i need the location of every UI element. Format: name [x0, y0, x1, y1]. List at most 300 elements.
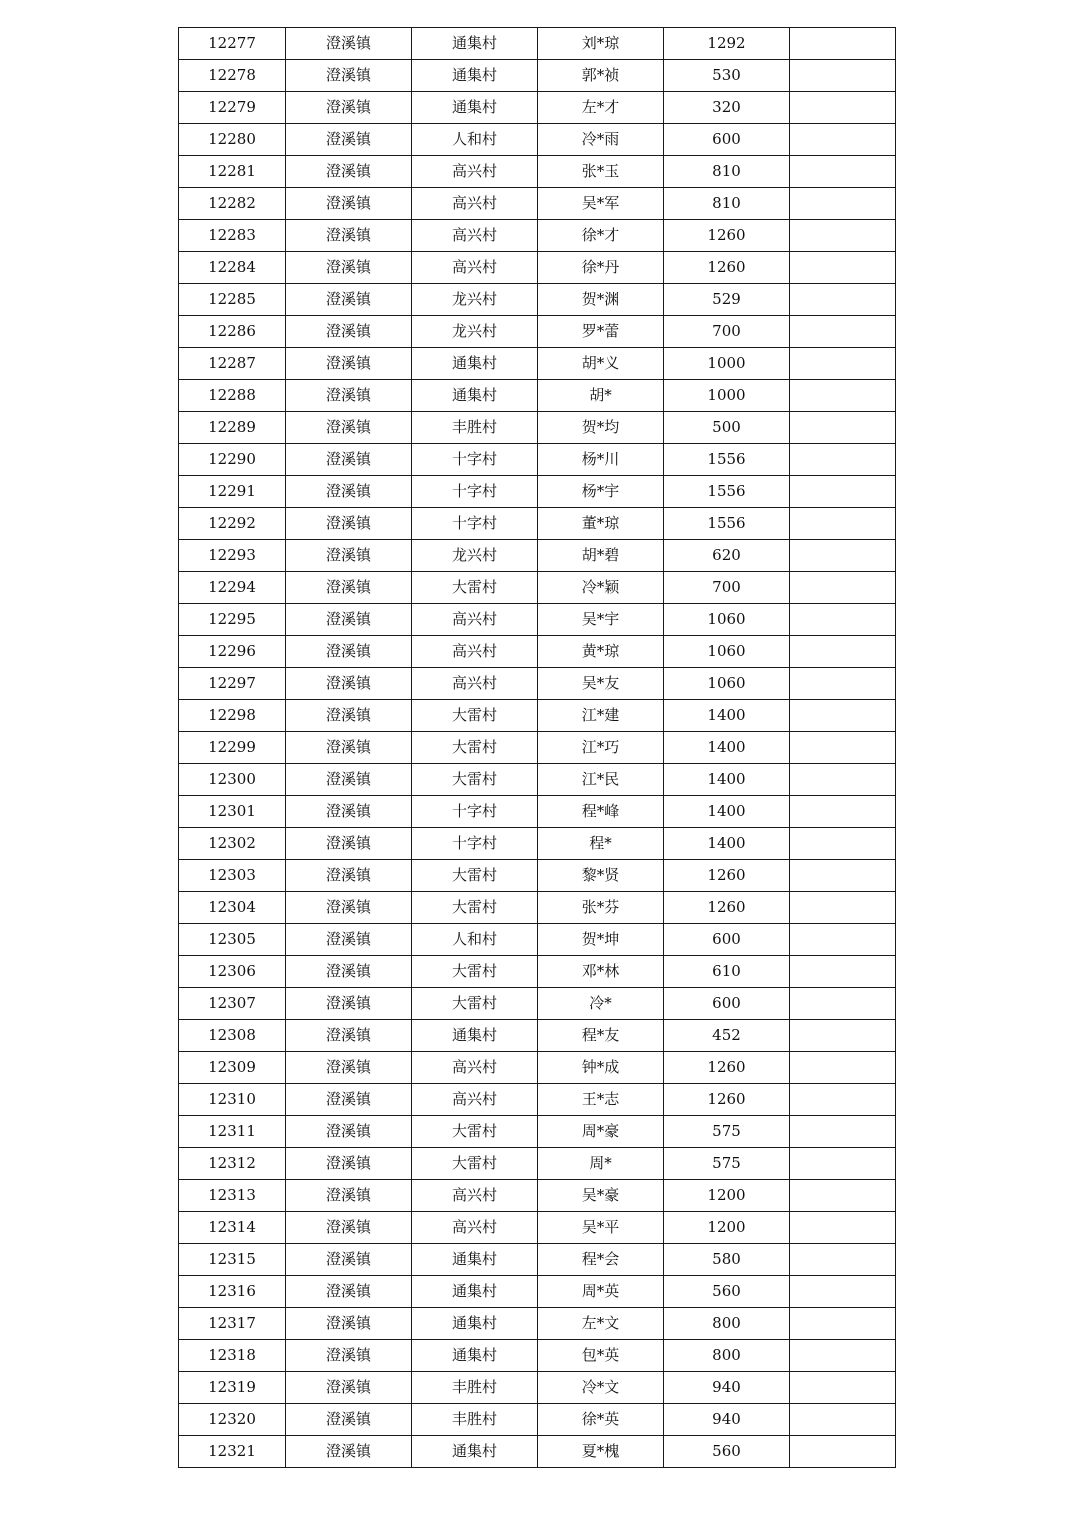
amount-cell: 800 [664, 1340, 790, 1372]
serial-number-cell: 12284 [179, 252, 286, 284]
name-cell: 吴*豪 [538, 1180, 664, 1212]
name-cell: 张*芬 [538, 892, 664, 924]
serial-number-cell: 12303 [179, 860, 286, 892]
name-cell: 吴*宇 [538, 604, 664, 636]
amount-cell: 320 [664, 92, 790, 124]
table-row [179, 828, 896, 860]
note-cell [790, 252, 896, 284]
town-cell: 澄溪镇 [286, 188, 412, 220]
name-cell: 江*巧 [538, 732, 664, 764]
note-cell [790, 412, 896, 444]
serial-number-cell: 12314 [179, 1212, 286, 1244]
name-cell: 邓*林 [538, 956, 664, 988]
amount-cell: 940 [664, 1404, 790, 1436]
note-cell [790, 668, 896, 700]
village-cell: 大雷村 [412, 700, 538, 732]
note-cell [790, 60, 896, 92]
town-cell: 澄溪镇 [286, 1052, 412, 1084]
table-row [179, 1372, 896, 1404]
note-cell [790, 444, 896, 476]
village-cell: 大雷村 [412, 764, 538, 796]
amount-cell: 1260 [664, 1084, 790, 1116]
amount-cell: 1260 [664, 252, 790, 284]
village-cell: 高兴村 [412, 188, 538, 220]
note-cell [790, 1244, 896, 1276]
village-cell: 龙兴村 [412, 316, 538, 348]
name-cell: 董*琼 [538, 508, 664, 540]
village-cell: 通集村 [412, 348, 538, 380]
town-cell: 澄溪镇 [286, 796, 412, 828]
amount-cell: 1400 [664, 764, 790, 796]
table-row [179, 156, 896, 188]
amount-cell: 1260 [664, 220, 790, 252]
serial-number-cell: 12302 [179, 828, 286, 860]
name-cell: 左*才 [538, 92, 664, 124]
note-cell [790, 1052, 896, 1084]
name-cell: 周*豪 [538, 1116, 664, 1148]
amount-cell: 600 [664, 988, 790, 1020]
name-cell: 罗*蕾 [538, 316, 664, 348]
note-cell [790, 188, 896, 220]
table-row [179, 1340, 896, 1372]
amount-cell: 452 [664, 1020, 790, 1052]
name-cell: 夏*槐 [538, 1436, 664, 1468]
document-page [178, 27, 895, 1468]
name-cell: 胡*碧 [538, 540, 664, 572]
name-cell: 江*建 [538, 700, 664, 732]
note-cell [790, 540, 896, 572]
table-row [179, 124, 896, 156]
table-row [179, 892, 896, 924]
name-cell: 吴*友 [538, 668, 664, 700]
name-cell: 郭*祯 [538, 60, 664, 92]
name-cell: 程*友 [538, 1020, 664, 1052]
village-cell: 高兴村 [412, 1180, 538, 1212]
serial-number-cell: 12277 [179, 28, 286, 60]
amount-cell: 560 [664, 1436, 790, 1468]
note-cell [790, 1180, 896, 1212]
serial-number-cell: 12294 [179, 572, 286, 604]
note-cell [790, 700, 896, 732]
amount-cell: 1400 [664, 796, 790, 828]
town-cell: 澄溪镇 [286, 1212, 412, 1244]
serial-number-cell: 12321 [179, 1436, 286, 1468]
village-cell: 十字村 [412, 828, 538, 860]
amount-cell: 810 [664, 156, 790, 188]
name-cell: 胡*义 [538, 348, 664, 380]
town-cell: 澄溪镇 [286, 476, 412, 508]
town-cell: 澄溪镇 [286, 1180, 412, 1212]
note-cell [790, 828, 896, 860]
serial-number-cell: 12299 [179, 732, 286, 764]
name-cell: 徐*丹 [538, 252, 664, 284]
amount-cell: 1292 [664, 28, 790, 60]
name-cell: 黎*贤 [538, 860, 664, 892]
village-cell: 通集村 [412, 1244, 538, 1276]
serial-number-cell: 12288 [179, 380, 286, 412]
name-cell: 包*英 [538, 1340, 664, 1372]
name-cell: 杨*川 [538, 444, 664, 476]
town-cell: 澄溪镇 [286, 764, 412, 796]
serial-number-cell: 12307 [179, 988, 286, 1020]
note-cell [790, 764, 896, 796]
town-cell: 澄溪镇 [286, 284, 412, 316]
town-cell: 澄溪镇 [286, 1020, 412, 1052]
serial-number-cell: 12281 [179, 156, 286, 188]
note-cell [790, 572, 896, 604]
note-cell [790, 924, 896, 956]
town-cell: 澄溪镇 [286, 380, 412, 412]
note-cell [790, 636, 896, 668]
table-row [179, 1212, 896, 1244]
amount-cell: 620 [664, 540, 790, 572]
note-cell [790, 1372, 896, 1404]
town-cell: 澄溪镇 [286, 60, 412, 92]
village-cell: 龙兴村 [412, 284, 538, 316]
serial-number-cell: 12308 [179, 1020, 286, 1052]
serial-number-cell: 12315 [179, 1244, 286, 1276]
village-cell: 高兴村 [412, 604, 538, 636]
name-cell: 吴*平 [538, 1212, 664, 1244]
note-cell [790, 220, 896, 252]
name-cell: 王*志 [538, 1084, 664, 1116]
table-row [179, 380, 896, 412]
amount-cell: 560 [664, 1276, 790, 1308]
town-cell: 澄溪镇 [286, 1340, 412, 1372]
amount-cell: 1400 [664, 828, 790, 860]
note-cell [790, 956, 896, 988]
village-cell: 高兴村 [412, 220, 538, 252]
note-cell [790, 28, 896, 60]
town-cell: 澄溪镇 [286, 1116, 412, 1148]
amount-cell: 600 [664, 924, 790, 956]
village-cell: 十字村 [412, 476, 538, 508]
town-cell: 澄溪镇 [286, 156, 412, 188]
amount-cell: 500 [664, 412, 790, 444]
town-cell: 澄溪镇 [286, 316, 412, 348]
name-cell: 贺*均 [538, 412, 664, 444]
amount-cell: 800 [664, 1308, 790, 1340]
town-cell: 澄溪镇 [286, 1308, 412, 1340]
village-cell: 大雷村 [412, 1148, 538, 1180]
village-cell: 通集村 [412, 60, 538, 92]
table-row [179, 1308, 896, 1340]
amount-cell: 700 [664, 572, 790, 604]
note-cell [790, 796, 896, 828]
amount-cell: 1260 [664, 1052, 790, 1084]
table-row [179, 348, 896, 380]
amount-cell: 810 [664, 188, 790, 220]
amount-cell: 1260 [664, 892, 790, 924]
table-row [179, 412, 896, 444]
name-cell: 刘*琼 [538, 28, 664, 60]
village-cell: 高兴村 [412, 636, 538, 668]
village-cell: 大雷村 [412, 572, 538, 604]
village-cell: 大雷村 [412, 732, 538, 764]
table-row [179, 1116, 896, 1148]
table-row [179, 1276, 896, 1308]
serial-number-cell: 12312 [179, 1148, 286, 1180]
note-cell [790, 316, 896, 348]
note-cell [790, 988, 896, 1020]
town-cell: 澄溪镇 [286, 924, 412, 956]
amount-cell: 1556 [664, 476, 790, 508]
village-cell: 大雷村 [412, 860, 538, 892]
name-cell: 程*会 [538, 1244, 664, 1276]
table-row [179, 796, 896, 828]
note-cell [790, 124, 896, 156]
serial-number-cell: 12296 [179, 636, 286, 668]
village-cell: 高兴村 [412, 668, 538, 700]
records-table-body [179, 28, 896, 1468]
table-row [179, 956, 896, 988]
village-cell: 高兴村 [412, 1052, 538, 1084]
name-cell: 徐*才 [538, 220, 664, 252]
town-cell: 澄溪镇 [286, 1436, 412, 1468]
village-cell: 通集村 [412, 1276, 538, 1308]
village-cell: 大雷村 [412, 956, 538, 988]
serial-number-cell: 12292 [179, 508, 286, 540]
town-cell: 澄溪镇 [286, 412, 412, 444]
name-cell: 冷*颖 [538, 572, 664, 604]
serial-number-cell: 12316 [179, 1276, 286, 1308]
name-cell: 贺*坤 [538, 924, 664, 956]
serial-number-cell: 12309 [179, 1052, 286, 1084]
table-row [179, 1436, 896, 1468]
name-cell: 徐*英 [538, 1404, 664, 1436]
amount-cell: 1200 [664, 1212, 790, 1244]
note-cell [790, 1404, 896, 1436]
table-row [179, 700, 896, 732]
note-cell [790, 1308, 896, 1340]
note-cell [790, 1020, 896, 1052]
village-cell: 通集村 [412, 1308, 538, 1340]
town-cell: 澄溪镇 [286, 860, 412, 892]
village-cell: 人和村 [412, 124, 538, 156]
amount-cell: 1400 [664, 700, 790, 732]
town-cell: 澄溪镇 [286, 28, 412, 60]
town-cell: 澄溪镇 [286, 1244, 412, 1276]
serial-number-cell: 12298 [179, 700, 286, 732]
town-cell: 澄溪镇 [286, 828, 412, 860]
name-cell: 程* [538, 828, 664, 860]
note-cell [790, 380, 896, 412]
amount-cell: 1060 [664, 604, 790, 636]
amount-cell: 610 [664, 956, 790, 988]
table-row [179, 924, 896, 956]
village-cell: 通集村 [412, 1340, 538, 1372]
note-cell [790, 1276, 896, 1308]
table-row [179, 508, 896, 540]
note-cell [790, 892, 896, 924]
town-cell: 澄溪镇 [286, 604, 412, 636]
town-cell: 澄溪镇 [286, 668, 412, 700]
town-cell: 澄溪镇 [286, 252, 412, 284]
name-cell: 张*玉 [538, 156, 664, 188]
name-cell: 吴*军 [538, 188, 664, 220]
village-cell: 大雷村 [412, 892, 538, 924]
town-cell: 澄溪镇 [286, 1404, 412, 1436]
village-cell: 通集村 [412, 28, 538, 60]
table-row [179, 316, 896, 348]
village-cell: 高兴村 [412, 1084, 538, 1116]
town-cell: 澄溪镇 [286, 1148, 412, 1180]
amount-cell: 1000 [664, 348, 790, 380]
table-row [179, 1180, 896, 1212]
serial-number-cell: 12295 [179, 604, 286, 636]
serial-number-cell: 12287 [179, 348, 286, 380]
village-cell: 通集村 [412, 380, 538, 412]
note-cell [790, 604, 896, 636]
serial-number-cell: 12283 [179, 220, 286, 252]
table-row [179, 604, 896, 636]
table-row [179, 188, 896, 220]
village-cell: 高兴村 [412, 1212, 538, 1244]
amount-cell: 575 [664, 1116, 790, 1148]
table-row [179, 1244, 896, 1276]
note-cell [790, 156, 896, 188]
note-cell [790, 1340, 896, 1372]
serial-number-cell: 12306 [179, 956, 286, 988]
table-row [179, 572, 896, 604]
village-cell: 丰胜村 [412, 1404, 538, 1436]
serial-number-cell: 12319 [179, 1372, 286, 1404]
town-cell: 澄溪镇 [286, 988, 412, 1020]
village-cell: 十字村 [412, 444, 538, 476]
serial-number-cell: 12304 [179, 892, 286, 924]
town-cell: 澄溪镇 [286, 892, 412, 924]
table-row [179, 252, 896, 284]
name-cell: 冷* [538, 988, 664, 1020]
amount-cell: 1000 [664, 380, 790, 412]
village-cell: 大雷村 [412, 988, 538, 1020]
note-cell [790, 1148, 896, 1180]
town-cell: 澄溪镇 [286, 700, 412, 732]
village-cell: 人和村 [412, 924, 538, 956]
table-row [179, 636, 896, 668]
serial-number-cell: 12291 [179, 476, 286, 508]
name-cell: 左*文 [538, 1308, 664, 1340]
village-cell: 十字村 [412, 796, 538, 828]
table-row [179, 732, 896, 764]
village-cell: 丰胜村 [412, 412, 538, 444]
serial-number-cell: 12300 [179, 764, 286, 796]
town-cell: 澄溪镇 [286, 444, 412, 476]
village-cell: 通集村 [412, 1020, 538, 1052]
table-row [179, 1052, 896, 1084]
village-cell: 通集村 [412, 92, 538, 124]
note-cell [790, 1212, 896, 1244]
note-cell [790, 284, 896, 316]
note-cell [790, 508, 896, 540]
serial-number-cell: 12305 [179, 924, 286, 956]
table-row [179, 1404, 896, 1436]
name-cell: 江*民 [538, 764, 664, 796]
name-cell: 冷*文 [538, 1372, 664, 1404]
serial-number-cell: 12290 [179, 444, 286, 476]
town-cell: 澄溪镇 [286, 124, 412, 156]
amount-cell: 575 [664, 1148, 790, 1180]
town-cell: 澄溪镇 [286, 1276, 412, 1308]
name-cell: 周*英 [538, 1276, 664, 1308]
table-row [179, 220, 896, 252]
amount-cell: 1060 [664, 668, 790, 700]
town-cell: 澄溪镇 [286, 956, 412, 988]
table-row [179, 1020, 896, 1052]
serial-number-cell: 12313 [179, 1180, 286, 1212]
amount-cell: 530 [664, 60, 790, 92]
note-cell [790, 1116, 896, 1148]
town-cell: 澄溪镇 [286, 1372, 412, 1404]
town-cell: 澄溪镇 [286, 92, 412, 124]
village-cell: 高兴村 [412, 252, 538, 284]
village-cell: 大雷村 [412, 1116, 538, 1148]
village-cell: 十字村 [412, 508, 538, 540]
amount-cell: 1200 [664, 1180, 790, 1212]
serial-number-cell: 12293 [179, 540, 286, 572]
amount-cell: 1260 [664, 860, 790, 892]
town-cell: 澄溪镇 [286, 572, 412, 604]
table-row [179, 284, 896, 316]
table-row [179, 60, 896, 92]
table-row [179, 1084, 896, 1116]
village-cell: 通集村 [412, 1436, 538, 1468]
records-table [178, 27, 896, 1468]
amount-cell: 700 [664, 316, 790, 348]
serial-number-cell: 12282 [179, 188, 286, 220]
table-row [179, 444, 896, 476]
amount-cell: 600 [664, 124, 790, 156]
name-cell: 胡* [538, 380, 664, 412]
serial-number-cell: 12280 [179, 124, 286, 156]
serial-number-cell: 12311 [179, 1116, 286, 1148]
village-cell: 高兴村 [412, 156, 538, 188]
serial-number-cell: 12320 [179, 1404, 286, 1436]
table-row [179, 540, 896, 572]
table-row [179, 92, 896, 124]
note-cell [790, 732, 896, 764]
name-cell: 周* [538, 1148, 664, 1180]
serial-number-cell: 12279 [179, 92, 286, 124]
note-cell [790, 1084, 896, 1116]
amount-cell: 1556 [664, 444, 790, 476]
name-cell: 贺*渊 [538, 284, 664, 316]
village-cell: 龙兴村 [412, 540, 538, 572]
amount-cell: 1060 [664, 636, 790, 668]
serial-number-cell: 12289 [179, 412, 286, 444]
table-row [179, 988, 896, 1020]
town-cell: 澄溪镇 [286, 508, 412, 540]
amount-cell: 580 [664, 1244, 790, 1276]
table-row [179, 764, 896, 796]
serial-number-cell: 12286 [179, 316, 286, 348]
serial-number-cell: 12318 [179, 1340, 286, 1372]
name-cell: 程*峰 [538, 796, 664, 828]
serial-number-cell: 12310 [179, 1084, 286, 1116]
table-row [179, 860, 896, 892]
town-cell: 澄溪镇 [286, 348, 412, 380]
note-cell [790, 1436, 896, 1468]
amount-cell: 1400 [664, 732, 790, 764]
serial-number-cell: 12285 [179, 284, 286, 316]
amount-cell: 940 [664, 1372, 790, 1404]
serial-number-cell: 12301 [179, 796, 286, 828]
table-row [179, 28, 896, 60]
town-cell: 澄溪镇 [286, 636, 412, 668]
serial-number-cell: 12297 [179, 668, 286, 700]
town-cell: 澄溪镇 [286, 220, 412, 252]
table-row [179, 1148, 896, 1180]
